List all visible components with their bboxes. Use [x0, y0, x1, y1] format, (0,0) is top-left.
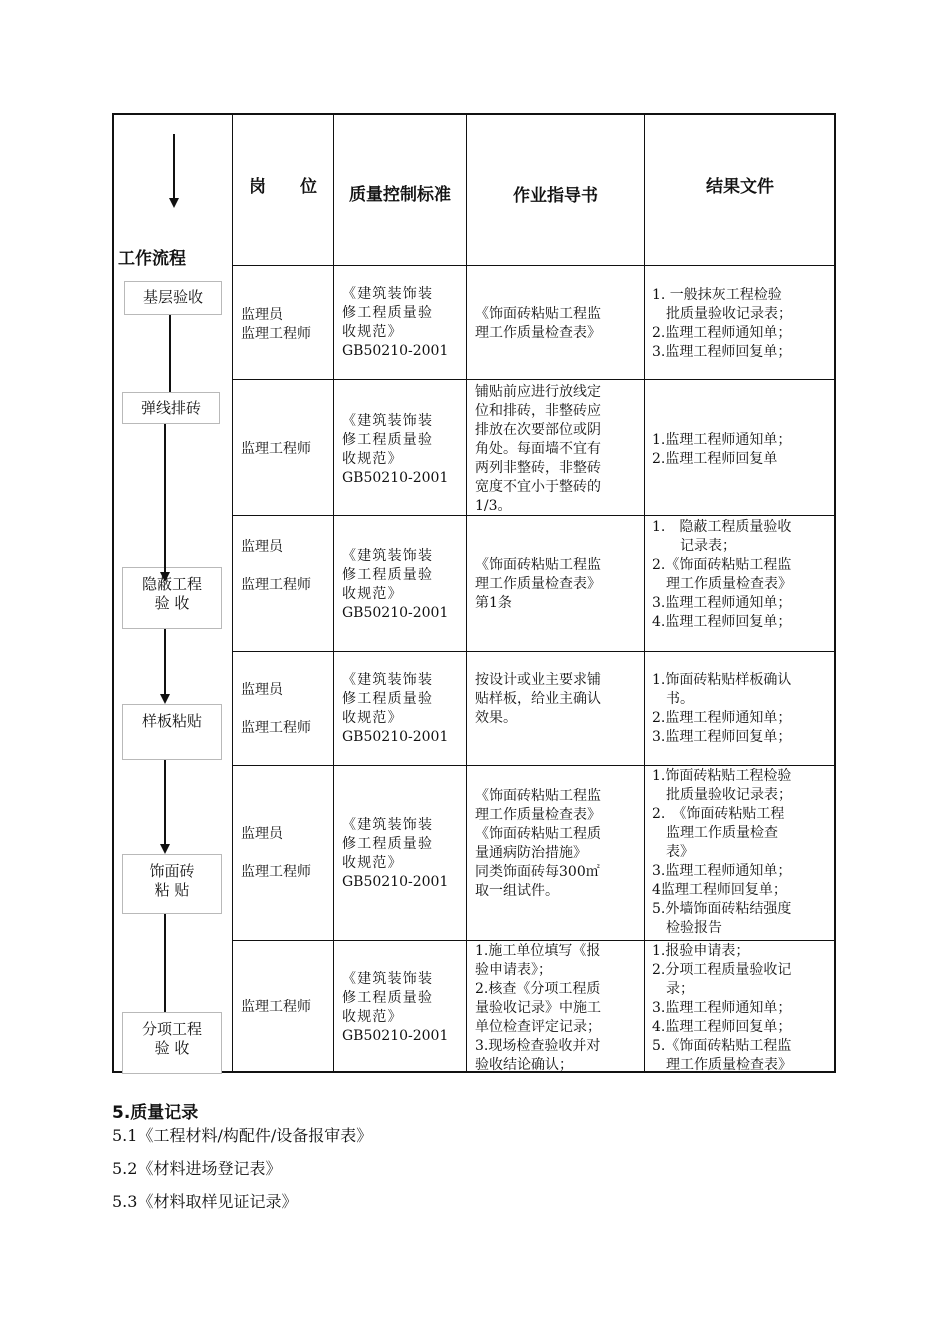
cell-text-line: 按设计或业主要求铺 [475, 672, 601, 688]
cell-text-line: 《饰面砖粘贴工程质 [475, 826, 601, 842]
cell-text-line: 位和排砖，非整砖应 [475, 403, 601, 419]
cell-text-line: GB50210-2001 [342, 343, 449, 359]
flow-connector [164, 629, 166, 694]
row3-post [241, 538, 311, 595]
cell-text-line: 修工程质量验 [342, 691, 434, 707]
cell-text-line: 排放在次要部位或阴 [475, 422, 601, 438]
cell-text-line: 3.监理工程师回复单； [652, 344, 792, 360]
cell-text-line: 2.核查《分项工程质 [475, 981, 601, 997]
cell-text-line: 收规范》 [342, 710, 403, 726]
cell-text-line: 理工作质量检查表》 [475, 807, 601, 823]
cell-text-line: 收规范》 [342, 586, 403, 602]
column-divider [466, 113, 467, 1073]
cell-text-line: 2.监理工程师通知单； [652, 710, 792, 726]
cell-text-line: 2. 《饰面砖粘贴工程 [652, 806, 785, 822]
cell-text-line: 收规范》 [342, 451, 403, 467]
cell-text-line: 《饰面砖粘贴工程监 [475, 557, 601, 573]
cell-text-line: 3.监理工程师通知单； [652, 863, 792, 879]
row2-post [241, 440, 311, 459]
flow-step-label: 验 收 [154, 1039, 190, 1057]
cell-text-line: 1.饰面砖粘贴样板确认 [652, 672, 792, 688]
row4-result [652, 671, 791, 747]
row3-instruction [475, 556, 601, 613]
row5-post [241, 825, 311, 882]
cell-text-line: 2.监理工程师通知单； [652, 325, 792, 341]
cell-text-line: 《建筑装饰装 [342, 971, 434, 987]
row-divider [232, 265, 836, 266]
cell-text-line: 监理员 [241, 826, 283, 842]
cell-text-line: 《建筑装饰装 [342, 286, 434, 302]
row4-instruction [475, 671, 601, 728]
cell-text-line: 1/3。 [475, 498, 512, 514]
cell-text-line: 1. 隐蔽工程质量验收 [652, 519, 792, 535]
cell-text-line: 角处。每面墙不宜有 [475, 441, 601, 457]
flow-connector [164, 760, 166, 844]
cell-text-line: 宽度不宜小于整砖的 [475, 479, 601, 495]
row2-instruction [475, 383, 601, 516]
record-item: 5.2《材料进场登记表》 [112, 1159, 282, 1178]
cell-text-line: 监理工程师 [241, 720, 311, 736]
column-divider [232, 113, 233, 1073]
cell-text-line: 监理工程师 [241, 441, 311, 457]
cell-text-line: 3.现场检查验收并对 [475, 1038, 601, 1054]
row1-instruction [475, 305, 601, 343]
header-post: 岗 位 [249, 177, 317, 197]
cell-text-line: 修工程质量验 [342, 836, 434, 852]
row5-instruction [475, 787, 601, 901]
cell-text-line: GB50210-2001 [342, 729, 449, 745]
column-divider [644, 113, 645, 1073]
cell-text-line: 2.监理工程师回复单 [652, 451, 778, 467]
row-divider [232, 765, 836, 766]
cell-text-line: 监理员 [241, 539, 283, 555]
row-divider [232, 651, 836, 652]
cell-text-line: 理工作质量检查表》 [475, 576, 601, 592]
row2-standard [342, 412, 448, 488]
cell-text-line: 批质量验收记录表； [652, 306, 792, 322]
cell-text-line: 理工作质量检查表》 [475, 325, 601, 341]
header-flow: 工作流程 [118, 249, 186, 269]
flow-step-tile-tiling [122, 854, 222, 914]
cell-text-line: 1.施工单位填写《报 [475, 943, 601, 959]
cell-text-line: 第1条 [475, 595, 512, 611]
cell-text-line: 修工程质量验 [342, 990, 434, 1006]
cell-text-line: 批质量验收记录表； [652, 787, 792, 803]
cell-text-line [241, 557, 311, 576]
cell-text-line: 3.监理工程师通知单； [652, 1000, 792, 1016]
flow-step-label: 饰面砖 [149, 862, 195, 880]
cell-text-line: 验收结论确认； [475, 1057, 573, 1073]
cell-text-line: 监理工作质量检查 [652, 825, 778, 841]
row3-standard [342, 547, 448, 623]
cell-text-line: 监理工程师 [241, 999, 311, 1015]
flow-step-label: 隐蔽工程 [141, 575, 202, 593]
cell-text-line: 记录表； [652, 538, 736, 554]
flow-step-concealed-acceptance [122, 567, 222, 629]
cell-text-line: 取一组试件。 [475, 883, 559, 899]
header-arrow-line [173, 134, 175, 198]
header-result: 结果文件 [706, 177, 774, 197]
flow-step-label: 样板粘贴 [141, 712, 202, 730]
cell-text-line: 修工程质量验 [342, 305, 434, 321]
cell-text-line: 两列非整砖，非整砖 [475, 460, 601, 476]
cell-text-line: 1.报验申请表； [652, 943, 750, 959]
down-arrow-icon [160, 572, 170, 582]
header-instruction: 作业指导书 [513, 186, 598, 206]
record-item: 5.1《工程材料/构配件/设备报审表》 [112, 1126, 373, 1145]
flow-step-sample-tiling [122, 704, 222, 760]
row4-post [241, 681, 311, 738]
row5-standard [342, 816, 448, 892]
cell-text-line: 单位检查评定记录； [475, 1019, 601, 1035]
cell-text-line: 4.监理工程师回复单； [652, 1019, 792, 1035]
cell-text-line: 录； [652, 981, 694, 997]
row4-standard [342, 671, 448, 747]
flow-step-label: 验 收 [154, 594, 190, 612]
cell-text-line: 1. 一般抹灰工程检验 [652, 287, 782, 303]
cell-text-line: 3.监理工程师通知单； [652, 595, 792, 611]
cell-text-line: 监理工程师 [241, 577, 311, 593]
flow-step-sub-acceptance [122, 1012, 222, 1074]
row5-result [652, 767, 792, 938]
cell-text-line: 1.监理工程师通知单； [652, 432, 792, 448]
cell-text-line: 修工程质量验 [342, 432, 434, 448]
cell-text-line: 监理工程师 [241, 326, 311, 342]
flow-step-layout [122, 392, 220, 424]
cell-text-line: 验申请表》； [475, 962, 552, 978]
cell-text-line: 书。 [652, 691, 694, 707]
cell-text-line: GB50210-2001 [342, 605, 449, 621]
cell-text-line: 《建筑装饰装 [342, 548, 434, 564]
row6-instruction [475, 942, 601, 1075]
cell-text-line: 4.监理工程师回复单； [652, 614, 792, 630]
cell-text-line: 4监理工程师回复单； [652, 882, 787, 898]
cell-text-line: 2.分项工程质量验收记 [652, 962, 792, 978]
flow-step-label: 基层验收 [142, 288, 203, 306]
row6-result [652, 942, 792, 1075]
flow-connector [169, 315, 171, 392]
cell-text-line [241, 844, 311, 863]
cell-text-line: 理工作质量检查表》 [652, 576, 792, 592]
cell-text-line: 3.监理工程师回复单； [652, 729, 792, 745]
record-item: 5.3《材料取样见证记录》 [112, 1192, 298, 1211]
cell-text-line: 《建筑装饰装 [342, 817, 434, 833]
row2-result [652, 431, 791, 469]
cell-text-line: 量通病防治措施》 [475, 845, 587, 861]
cell-text-line: 5.外墙饰面砖粘结强度 [652, 901, 792, 917]
header-standard: 质量控制标准 [349, 185, 451, 205]
cell-text-line: 收规范》 [342, 324, 403, 340]
row1-result [652, 286, 792, 362]
row6-post [241, 998, 311, 1017]
flow-connector [164, 914, 166, 1012]
row1-post [241, 306, 311, 344]
cell-text-line: 量验收记录》中施工 [475, 1000, 601, 1016]
cell-text-line: 2.《饰面砖粘贴工程监 [652, 557, 792, 573]
cell-text-line: 贴样板，给业主确认 [475, 691, 601, 707]
flow-step-label: 粘 贴 [154, 881, 190, 899]
cell-text-line: 收规范》 [342, 1009, 403, 1025]
cell-text-line: GB50210-2001 [342, 1028, 449, 1044]
down-arrow-icon [160, 694, 170, 704]
cell-text-line: 5.《饰面砖粘贴工程监 [652, 1038, 792, 1054]
row1-standard [342, 285, 448, 361]
cell-text-line [241, 700, 311, 719]
cell-text-line: 《饰面砖粘贴工程监 [475, 306, 601, 322]
cell-text-line: 《饰面砖粘贴工程监 [475, 788, 601, 804]
row-divider [232, 940, 836, 941]
row-divider [232, 379, 836, 380]
row3-result [652, 518, 792, 632]
down-arrow-icon [160, 844, 170, 854]
down-arrow-icon [169, 198, 179, 208]
cell-text-line: 理工作质量检查表》 [652, 1057, 792, 1073]
flow-step-label: 分项工程 [141, 1020, 202, 1038]
cell-text-line: 铺贴前应进行放线定 [475, 384, 601, 400]
row6-standard [342, 970, 448, 1046]
flow-step-base-acceptance [124, 281, 222, 315]
cell-text-line: 效果。 [475, 710, 517, 726]
cell-text-line: 检验报告 [652, 920, 722, 936]
cell-text-line: 监理员 [241, 682, 283, 698]
section-title: 5.质量记录 [112, 1103, 199, 1123]
cell-text-line: 监理员 [241, 307, 283, 323]
cell-text-line: 《建筑装饰装 [342, 413, 434, 429]
flow-connector [164, 424, 166, 574]
flow-step-label: 弹线排砖 [140, 399, 201, 417]
cell-text-line: GB50210-2001 [342, 470, 449, 486]
cell-text-line: 修工程质量验 [342, 567, 434, 583]
cell-text-line: 《建筑装饰装 [342, 672, 434, 688]
column-divider [333, 113, 334, 1073]
cell-text-line: GB50210-2001 [342, 874, 449, 890]
cell-text-line: 收规范》 [342, 855, 403, 871]
cell-text-line: 同类饰面砖每300㎡ [475, 864, 600, 880]
cell-text-line: 1.饰面砖粘贴工程检验 [652, 768, 792, 784]
cell-text-line: 监理工程师 [241, 864, 311, 880]
cell-text-line: 表》 [652, 844, 694, 860]
